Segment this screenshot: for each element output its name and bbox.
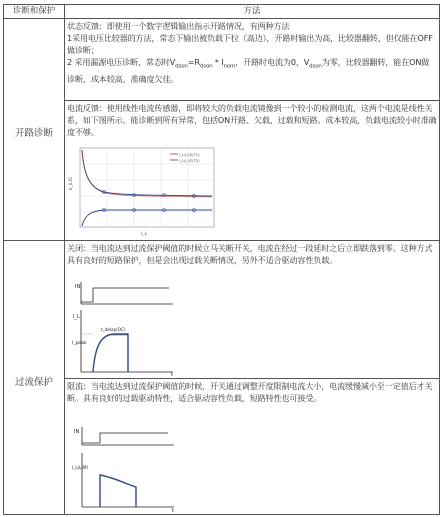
limit-t-label: t (172, 508, 174, 513)
status-feedback-p3: 2 采用漏源电压诊断，常态时$V_{dson}=R_{dson} * I_{nom}$，开路时电流为0，$V_{dson}$为零，比较器翻转，能在ON做诊断，成本较高，准确度欠佳。 (67, 57, 430, 84)
table-header-row (4, 5, 439, 19)
chart-legend-1: I_L/I_IS(T1) (179, 152, 200, 157)
chart-x-label: I_L (140, 232, 148, 236)
current-limit-p1: 限流：当电流达到过流保护阈值的时候，开关通过调整开度限制电流大小，电流缓慢减小至一定值后才关断。具有良好的过载驱动特性，适合驱动容性负载，短路特性也可接受。 (67, 381, 433, 404)
status-feedback-text (67, 20, 437, 85)
limit-current-curve (100, 475, 136, 507)
latch-ipeak-label: I_peak (72, 341, 87, 346)
chart-legend-2: I_L/I_IS(T2) (179, 158, 200, 163)
status-feedback-p2: 1采用电压比较器的方法，常态下输出被负载下拉（高边），开路时输出为高，比较器翻转，但仅能在OFF做诊断； (67, 33, 433, 56)
latch-in-label: IN (75, 284, 81, 290)
row-label-open-circuit: 开路诊断 (14, 128, 53, 139)
limit-in-label: IN (74, 429, 80, 435)
sense-ratio-chart (68, 146, 216, 240)
current-feedback-p1: 电流反馈：使用线性电流传感器，即将较大的负载电流镜像到一个较小的检测电流，这两个电流是线性关系，如下图所示。能诊断到所有异常，包括ON开路、欠载、过载和短路。成本较高，负载电流较小时准确度不够。 (67, 103, 437, 138)
header-col-diagnosis: 诊断和保护 (12, 6, 56, 16)
current-feedback-text (67, 102, 437, 138)
latch-il-label: I_L (73, 314, 80, 320)
section-divider (4, 240, 439, 241)
limit-il-label: I_L(LIM) (72, 465, 89, 470)
latch-current-curve (93, 334, 128, 372)
latch-tdelay-label: t_delay(OC) (101, 327, 126, 332)
row-label-overcurrent: 过流保护 (14, 377, 53, 388)
column-divider (64, 5, 65, 514)
status-feedback-p1: 状态反馈：即使用一个数字逻辑输出指示开路情况，有两种方法 (67, 21, 290, 31)
diagnosis-table (3, 4, 440, 515)
latch-t-label: t (171, 372, 173, 376)
current-limit-waveform (72, 425, 180, 517)
latch-off-text (67, 242, 437, 266)
latch-off-waveform (71, 280, 179, 380)
latch-off-p1: 关闭：当电流达到过流保护阈值的时候立马关断开关，电流在经过一段延时之后立即跌落到零。这种方式具有良好的短路保护，但是会出现过载关断情况，另外不适合驱动容性负载。 (67, 243, 433, 266)
chart-y-label: k_ILIS (69, 177, 74, 190)
current-limit-text (67, 380, 437, 404)
row-divider (65, 100, 439, 101)
header-col-method: 方法 (243, 6, 261, 16)
